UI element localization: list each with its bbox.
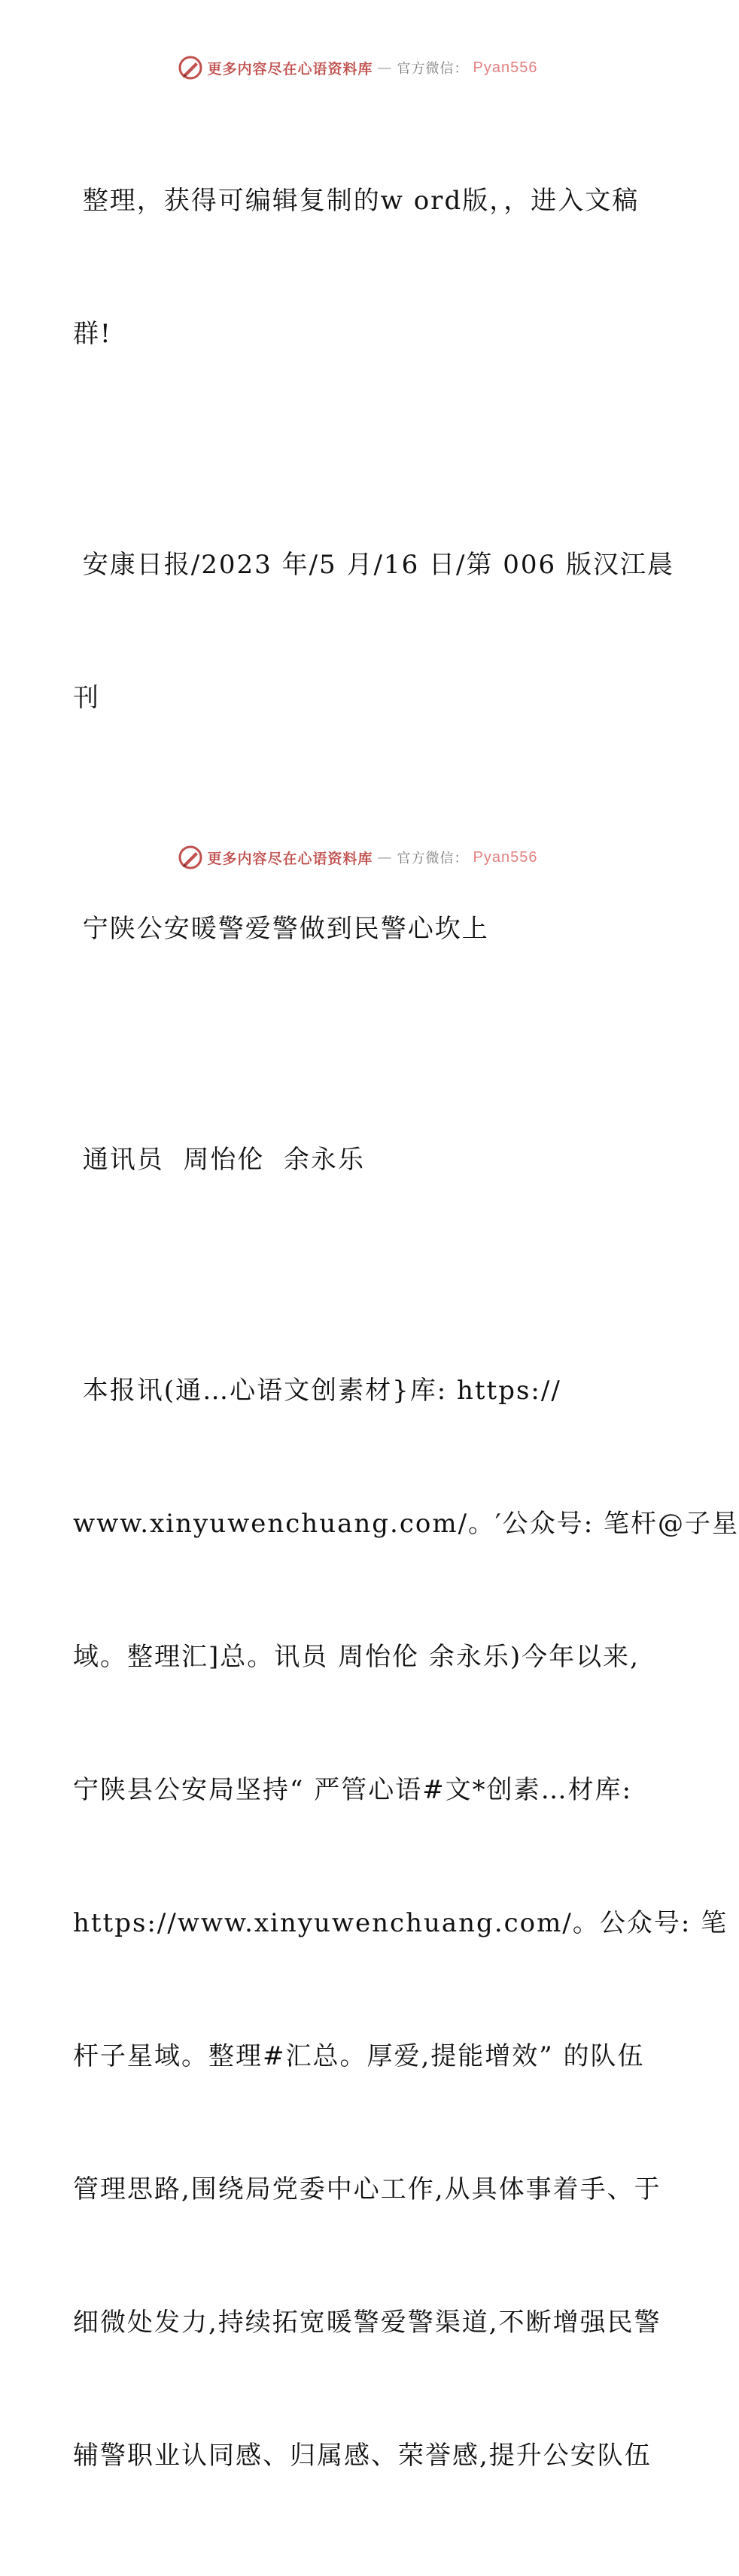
text-line: 本报讯(通…心语文创素材}库: https:// (73, 1376, 561, 1406)
text-line: 刊 (73, 683, 100, 713)
banner-dash: — (377, 849, 393, 866)
banner-dash: — (377, 59, 393, 76)
banner-main-text: 更多内容尽在心语资料库 (207, 60, 373, 77)
text-line: 安康日报/2023 年/5 月/16 日/第 006 版汉江晨 (73, 550, 674, 580)
pen-logo-icon (178, 845, 203, 870)
banner-main-text: 更多内容尽在心语资料库 (207, 850, 373, 867)
text-line: www.xinyuwenchuang.com/。′公众号: 笔杆@子星 (73, 1509, 739, 1539)
banner-wechat-handle: Pyan556 (473, 848, 538, 866)
pen-logo-icon (178, 55, 203, 80)
banner-inner (178, 55, 538, 80)
banner-wechat-label: 官方微信： (397, 851, 469, 866)
document-body (73, 90, 739, 2576)
text-line: 宁陕县公安局坚持“ 严管心语#文*创素…材库: (73, 1775, 633, 1805)
text-line: 宁陕公安暖警爱警做到民警心坎上 (73, 914, 489, 944)
paragraph-intro (73, 90, 645, 445)
text-line: 整理，获得可编辑复制的w ord版，，进入文稿 (73, 186, 640, 216)
text-line: 管理思路,围绕局党委中心工作,从具体事着手、于 (73, 2174, 661, 2204)
text-line: 辅警职业认同感、归属感、荣誉感,提升公安队伍 (73, 2441, 652, 2471)
banner-wechat-handle: Pyan556 (473, 59, 538, 76)
footer-banner (0, 842, 715, 872)
text-line: 群! (73, 319, 112, 349)
article-body (73, 1280, 739, 2567)
article-byline (73, 1049, 645, 1271)
paragraph-source (73, 454, 674, 809)
text-line: 细微处发力,持续拓宽暖警爱警渠道,不断增强民警 (73, 2307, 661, 2338)
banner-inner (178, 845, 538, 870)
banner-wechat-label: 官方微信： (397, 61, 469, 76)
text-line: 杆子星域。整理#汇总。厚爱,提能增效” 的队伍 (73, 2041, 645, 2071)
text-line: https://www.xinyuwenchuang.com/。公众号: 笔 (73, 1908, 728, 1938)
text-line: 域。整理汇]总。讯员 周怡伦 余永乐)今年以来, (73, 1642, 640, 1672)
text-line: 通讯员 周怡伦 余永乐 (73, 1145, 366, 1175)
header-banner (0, 53, 715, 83)
